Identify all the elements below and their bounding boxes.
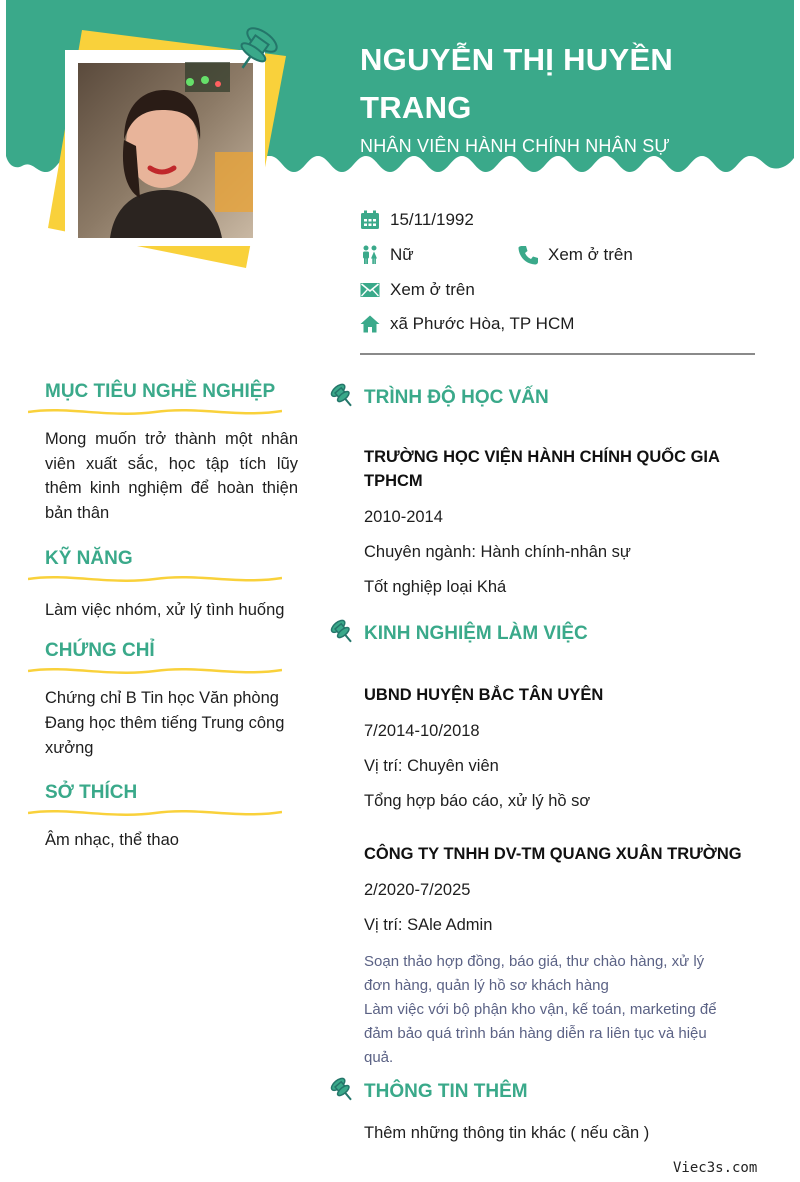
address-value: xã Phước Hòa, TP HCM: [390, 314, 575, 333]
job-company: UBND HUYỆN BẮC TÂN UYÊN: [364, 686, 604, 704]
hobbies-text: Âm nhạc, thể thao: [45, 831, 179, 849]
hobbies-heading: SỞ THÍCH: [45, 782, 138, 803]
job-position: Vị trí: SAle Admin: [364, 916, 493, 934]
pushpin-icon: [330, 1077, 356, 1107]
birthday-row: [360, 210, 474, 230]
phone-icon: [518, 245, 538, 265]
skills-heading: KỸ NĂNG: [45, 548, 133, 569]
job-period: 2/2020-7/2025: [364, 881, 471, 899]
calendar-icon: [360, 210, 380, 230]
watermark: Viec3s.com: [673, 1160, 758, 1176]
candidate-name: NGUYỄN THỊ HUYỀN TRANG: [360, 42, 674, 125]
hobbies-wave-divider: [28, 807, 282, 819]
mail-icon: [360, 280, 380, 300]
phone-row: [518, 245, 633, 265]
extra-title: THÔNG TIN THÊM: [364, 1081, 528, 1102]
certificate-item: Chứng chỉ B Tin học Văn phòng: [45, 689, 279, 707]
profile-photo: [40, 22, 300, 272]
certificate-item: Đang học thêm tiếng Trung công xưởng: [45, 714, 285, 757]
certificates-heading: CHỨNG CHỈ: [45, 640, 155, 661]
experience-title: KINH NGHIỆM LÀM VIỆC: [364, 623, 588, 644]
objective-wave-divider: [28, 406, 282, 418]
home-icon: [360, 314, 380, 334]
email-row: [360, 280, 475, 300]
education-title: TRÌNH ĐỘ HỌC VẤN: [364, 387, 549, 408]
skills-text: Làm việc nhóm, xử lý tình huống: [45, 601, 285, 619]
email-value: Xem ở trên: [390, 280, 475, 299]
gender-icon: [360, 245, 380, 265]
pushpin-icon: [330, 383, 356, 413]
certificates-wave-divider: [28, 665, 282, 677]
objective-heading: MỤC TIÊU NGHỀ NGHIỆP: [45, 381, 276, 402]
job-period: 7/2014-10/2018: [364, 722, 480, 740]
job-position: Vị trí: Chuyên viên: [364, 757, 499, 775]
gender-row: [360, 245, 414, 265]
education-heading: [330, 383, 549, 413]
experience-heading: [330, 619, 588, 649]
gender-value: Nữ: [390, 245, 414, 264]
job-description: Soạn thảo hợp đồng, báo giá, thư chào hàng, xử lý đơn hàng, quản lý hồ sơ khách hàng: [364, 953, 705, 994]
job-description: Làm việc với bộ phận kho vận, kế toán, marketing để đảm bảo quá trình bán hàng diễn ra liên tục và hiệu quả.: [364, 1001, 717, 1066]
job-detail: Tổng hợp báo cáo, xử lý hồ sơ: [364, 792, 591, 810]
birthday-value: 15/11/1992: [390, 210, 474, 229]
extra-text: Thêm những thông tin khác ( nếu cần ): [364, 1124, 650, 1142]
pushpin-icon: [330, 619, 356, 649]
address-row: [360, 314, 574, 334]
job-company: CÔNG TY TNHH DV-TM QUANG XUÂN TRƯỜNG: [364, 845, 742, 863]
extra-heading: [330, 1077, 528, 1107]
objective-text: Mong muốn trở thành một nhân viên xuất sắc, học tập tích lũy thêm kinh nghiệm để hoàn thiện bản thân: [45, 430, 298, 522]
info-divider: [360, 353, 755, 355]
skills-wave-divider: [28, 573, 282, 585]
education-major: Chuyên ngành: Hành chính-nhân sự: [364, 543, 631, 561]
education-years: 2010-2014: [364, 508, 443, 526]
phone-value: Xem ở trên: [548, 245, 633, 264]
education-grade: Tốt nghiệp loại Khá: [364, 578, 507, 596]
job-title: NHÂN VIÊN HÀNH CHÍNH NHÂN SỰ: [360, 136, 671, 156]
school-name: TRƯỜNG HỌC VIỆN HÀNH CHÍNH QUỐC GIA TPHCM: [364, 448, 720, 490]
